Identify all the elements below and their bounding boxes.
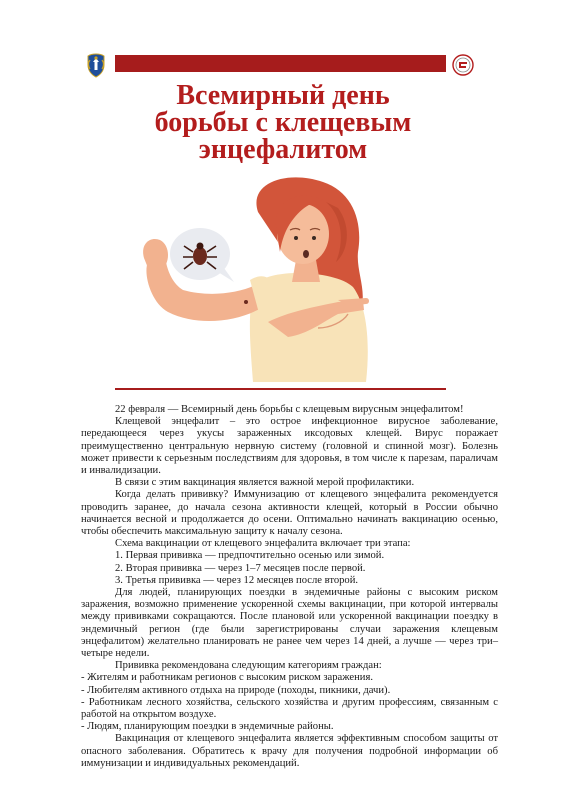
title-line-2: борьбы с клещевым bbox=[154, 107, 412, 138]
paragraph: В связи с этим вакцинация является важной мерой профилактики. bbox=[115, 477, 415, 489]
woman-tick-illustration bbox=[138, 172, 438, 382]
list-item: 3. Третья прививка — через 12 месяцев после второй. bbox=[115, 574, 359, 586]
paragraph: Схема вакцинации от клещевого энцефалита включает три этапа: bbox=[115, 538, 411, 550]
list-item: - Жителям и работникам регионов с высоким риском заражения. bbox=[81, 672, 373, 684]
paragraph: Для людей, планирующих поездки в эндемичные районы с высоким риском заражения, возможно применение ускоренной схемы вакцинации, при которой интервалы между прививками сокращаются. После плановой или ускоренной вакцинации поездку в эндемичный регион (где были зарегистрированы случаи заражения клещевым энцефалитом) желательно планировать не ранее чем через 14 дней, а лучше — через три–четыре недели. bbox=[81, 587, 498, 660]
paragraph: Клещевой энцефалит – это острое инфекционное вирусное заболевание, передающееся через укусы зараженных иксодовых клещей. Вирус поражает преимущественно центральную нервную систему (головной и спинной мозг). Болезнь может привести к серьезным последствиям для здоровья, в том числе к парезам, параличам и инвалидизации. bbox=[81, 416, 498, 477]
list-item: - Работникам лесного хозяйства, сельского хозяйства и другим профессиям, связанным с работой на открытом воздухе. bbox=[81, 696, 498, 721]
section-divider bbox=[115, 388, 446, 390]
paragraph: Когда делать прививку? Иммунизацию от клещевого энцефалита рекомендуется проводить заранее, до начала сезона активности клещей, который в России обычно начинается весной и продолжается до осени. Оптимально начинать вакцинацию осенью, чтобы обеспечить максимальную защиту к началу сезона. bbox=[81, 489, 498, 538]
list-item: - Любителям активного отдыха на природе (походы, пикники, дачи). bbox=[81, 684, 391, 696]
center-hygiene-logo-icon bbox=[452, 54, 474, 76]
title-line-1: Всемирный день bbox=[176, 80, 390, 111]
article-body bbox=[81, 404, 498, 770]
page-title bbox=[0, 82, 566, 163]
title-line-3: энцефалитом bbox=[198, 134, 368, 165]
paragraph: Вакцинация от клещевого энцефалита является эффективным способом защиты от опасного заболевания. Обратитесь к врачу для получения подробной информации об иммунизации и индивидуальных рекомендаций. bbox=[81, 733, 498, 769]
list-item: - Людям, планирующим поездки в эндемичные районы. bbox=[81, 721, 334, 733]
list-item: 2. Вторая прививка — через 1–7 месяцев после первой. bbox=[115, 562, 366, 574]
header-bar bbox=[115, 55, 446, 72]
paragraph: 22 февраля — Всемирный день борьбы с клещевым вирусным энцефалитом! bbox=[115, 404, 464, 415]
rospotrebnadzor-emblem-icon bbox=[84, 52, 108, 78]
list-item: 1. Первая прививка — предпочтительно осенью или зимой. bbox=[115, 550, 385, 562]
paragraph: Прививка рекомендована следующим категориям граждан: bbox=[115, 660, 382, 672]
